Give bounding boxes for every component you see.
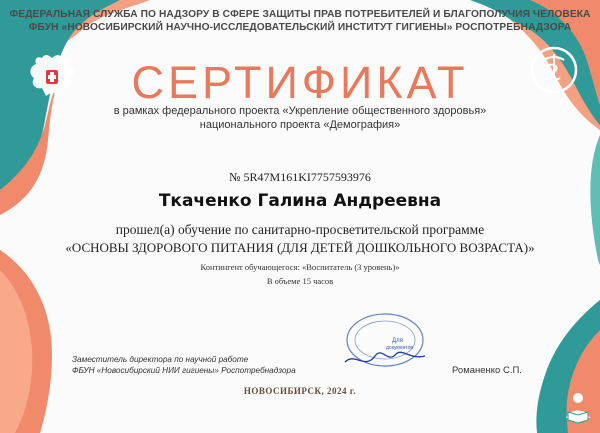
program-name: «ОСНОВЫ ЗДОРОВОГО ПИТАНИЯ (ДЛЯ ДЕТЕЙ ДОШКОЛЬНОГО ВОЗРАСТА)» (65, 240, 535, 255)
national-project-subtitle: национального проекта «Демография» (199, 119, 401, 131)
certificate-number: № 5R47M161KI7757593976 (229, 170, 371, 184)
signer-organization: ФБУН «Новосибирский НИИ гигиены» Роспотребнадзора (72, 366, 296, 375)
stamp-text-2: документов (386, 345, 414, 351)
signer-name: Романенко С.П. (452, 365, 522, 376)
city-year: НОВОСИБИРСК, 2024 г. (243, 386, 357, 396)
header-agency: ФЕДЕРАЛЬНАЯ СЛУЖБА ПО НАДЗОРУ В СФЕРЕ ЗАЩИТЫ ПРАВ ПОТРЕБИТЕЛЕЙ И БЛАГОПОЛУЧИЯ ЧЕЛОВЕКА (9, 9, 591, 20)
recipient-name: Ткаченко Галина Андреевна (158, 191, 442, 211)
header-institute: ФБУН «НОВОСИБИРСКИЙ НАУЧНО-ИССЛЕДОВАТЕЛЬСКИЙ ИНСТИТУТ ГИГИЕНЫ» РОСПОТРЕБНАДЗОРА (28, 22, 572, 33)
volume-text: В объеме 15 часов (266, 276, 334, 286)
passed-training-text: прошел(а) обучение по санитарно-просветительской программе (115, 222, 485, 237)
stamp-text-1: Для (392, 338, 403, 344)
project-subtitle: в рамках федерального проекта «Укрепление общественного здоровья» (113, 105, 487, 117)
certificate-title: СЕРТИФИКАТ (131, 57, 469, 108)
contingent-text: Контингент обучающегося: «Воспитатель (3 уровень)» (200, 262, 400, 272)
official-stamp (340, 312, 430, 374)
signer-position: Заместитель директора по научной работе (72, 355, 249, 364)
